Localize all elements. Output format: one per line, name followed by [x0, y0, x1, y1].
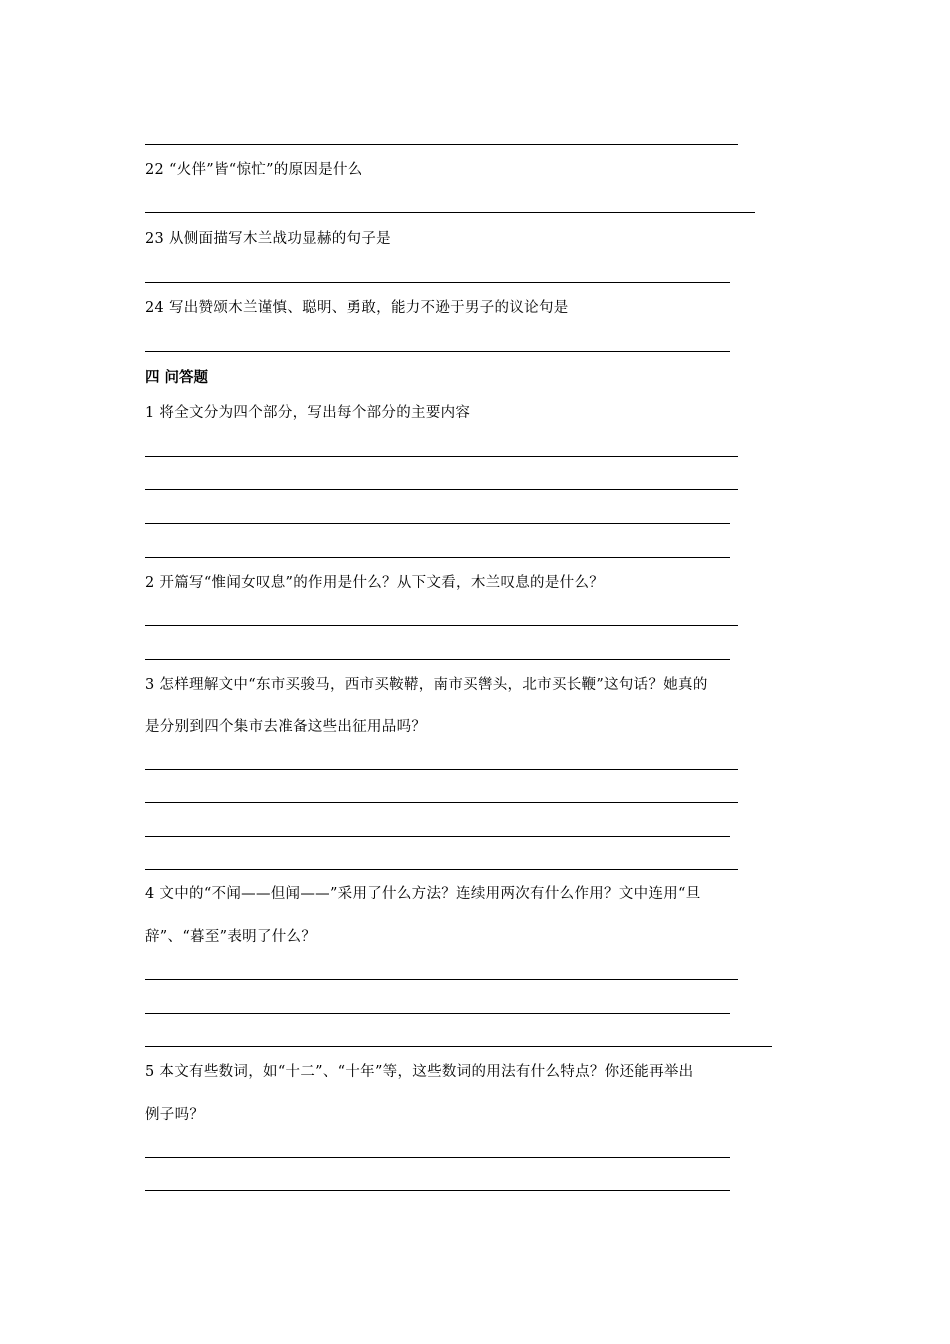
- fill-question-24: 24 写出赞颂木兰谨慎、聪明、勇敢，能力不逊于男子的议论句是: [145, 300, 569, 316]
- question-4-line-2: 辞”、“暮至”表明了什么？: [145, 929, 317, 945]
- answer-line: [145, 351, 730, 352]
- answer-line: [145, 979, 738, 980]
- answer-line: [145, 1157, 730, 1158]
- answer-line: [145, 557, 730, 558]
- answer-line: [145, 1190, 730, 1191]
- answer-line: [145, 1046, 772, 1047]
- fill-question-22: 22 “火伴”皆“惊忙”的原因是什么: [145, 162, 363, 178]
- answer-line: [145, 769, 738, 770]
- question-1: 1 将全文分为四个部分，写出每个部分的主要内容: [145, 405, 471, 421]
- answer-line: [145, 212, 755, 213]
- answer-line: [145, 282, 730, 283]
- answer-line: [145, 456, 738, 457]
- question-5-line-2: 例子吗？: [145, 1107, 205, 1123]
- question-4-line-1: 4 文中的“不闻——但闻——”采用了什么方法？连续用两次有什么作用？文中连用“旦: [145, 886, 701, 902]
- answer-line: [145, 144, 738, 145]
- answer-line: [145, 802, 738, 803]
- fill-question-23: 23 从侧面描写木兰战功显赫的句子是: [145, 231, 391, 247]
- question-3-line-1: 3 怎样理解文中“东市买骏马，西市买鞍鞯，南市买辔头，北市买长鞭”这句话？她真的: [145, 677, 708, 693]
- question-3-line-2: 是分别到四个集市去准备这些出征用品吗？: [145, 719, 427, 735]
- answer-line: [145, 489, 738, 490]
- answer-line: [145, 625, 738, 626]
- answer-line: [145, 523, 730, 524]
- question-2: 2 开篇写“惟闻女叹息”的作用是什么？从下文看，木兰叹息的是什么？: [145, 575, 605, 591]
- answer-line: [145, 836, 730, 837]
- answer-line: [145, 1013, 730, 1014]
- question-5-line-1: 5 本文有些数词，如“十二”、“十年”等，这些数词的用法有什么特点？你还能再举出: [145, 1064, 694, 1080]
- section-heading: 四 问答题: [145, 369, 209, 386]
- answer-line: [145, 869, 738, 870]
- answer-line: [145, 659, 730, 660]
